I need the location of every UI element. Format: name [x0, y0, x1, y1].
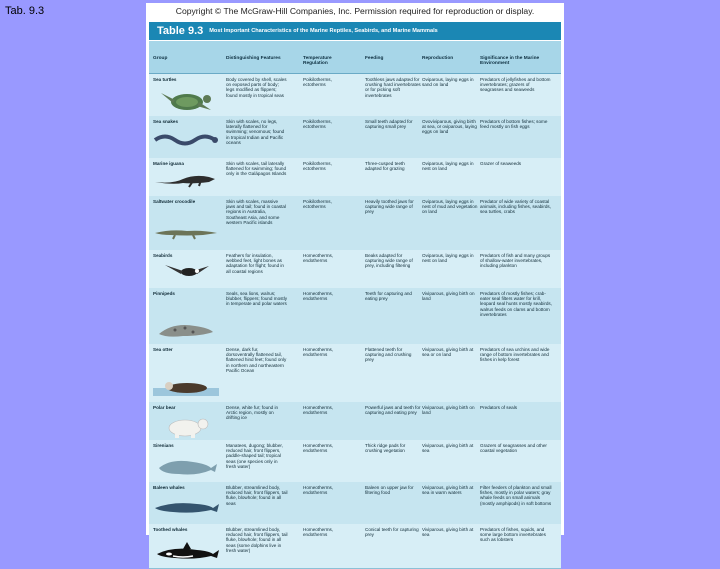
sea-snake-icon	[153, 132, 223, 153]
row-significance: Grazers of seagrasses and other coastal vegetation	[480, 443, 547, 454]
header-group: Group	[153, 56, 168, 61]
row-features: Seals, sea lions, walrus; blubber, flippers; found mostly in temperate and polar waters	[226, 291, 288, 307]
row-temperature: Poikilotherms, ectotherms	[303, 199, 332, 210]
row-features: Manatees, dugong; blubber, reduced hair, front flippers, paddle-shaped tail; tropical seas (one species only in fresh water)	[226, 443, 283, 469]
row-temperature: Homeotherms, endotherms	[303, 527, 334, 538]
row-significance: Predators of fishes, squids, and some large bottom invertebrates such as lobsters	[480, 527, 546, 543]
row-group-name: Marine iguana	[153, 161, 184, 166]
header-temperature: Temperature Regulation	[303, 56, 332, 67]
table-title-bar	[149, 22, 561, 40]
table-header-row	[149, 41, 561, 74]
row-features: Feathers for insulation, webbed feet, light bones as adaptation for flight; found in all coastal regions	[226, 253, 284, 274]
header-reproduction: Reproduction	[422, 56, 454, 61]
row-significance: Predators of jellyfishes and bottom invertebrates; grazers of seagrasses and seaweeds	[480, 77, 551, 93]
row-features: Skin with scales, massive jaws and tail; found in coastal regions in Australia, Southeast Asia, and some western Pacific islands	[226, 199, 287, 225]
row-significance: Filter feeders of plankton and small fishes, mostly in polar waters; gray whale feeds on small animals (mostly amphipods) in soft bottoms	[480, 485, 552, 506]
baleen-whale-icon	[153, 498, 223, 521]
row-reproduction: Ovoviviparous, giving birth at sea, or oviparous, laying eggs on land	[422, 119, 477, 135]
row-reproduction: Oviparous, laying eggs in sand on land	[422, 77, 474, 88]
table-row	[149, 116, 561, 159]
row-significance: Predator of wide variety of coastal animals, including fishes, seabirds, sea turtles, crabs	[480, 199, 551, 215]
slide-label: Tab. 9.3	[5, 5, 45, 17]
row-group-name: Toothed whales	[153, 527, 188, 532]
row-group-name: Sea turtles	[153, 77, 177, 82]
row-significance: Predators of sea urchins and wide range of bottom invertebrates and fishes in kelp forest	[480, 347, 550, 363]
table-row	[149, 482, 561, 525]
row-reproduction: Viviparous, giving birth at sea or on land	[422, 347, 474, 358]
row-feeding: Teeth for capturing and eating prey	[365, 291, 412, 302]
row-group-name: Baleen whales	[153, 485, 185, 490]
row-reproduction: Viviparous, giving birth at sea in warm waters	[422, 485, 474, 496]
manatee-icon	[153, 456, 223, 483]
row-reproduction: Viviparous, giving birth at sea	[422, 443, 474, 454]
table-row	[149, 344, 561, 403]
seal-icon	[153, 318, 223, 345]
row-group-name: Sirenians	[153, 443, 174, 448]
table-row	[149, 196, 561, 251]
seabird-icon	[153, 262, 223, 285]
row-group-name: Sea otter	[153, 347, 173, 352]
row-temperature: Homeotherms, endotherms	[303, 253, 334, 264]
row-reproduction: Oviparous, laying eggs in nest of mud and vegetation on land	[422, 199, 478, 215]
header-features: Distinguishing Features	[226, 56, 281, 61]
row-reproduction: Viviparous, giving birth on land	[422, 291, 475, 302]
header-significance: Significance in the Marine Environment	[480, 56, 540, 67]
row-features: Body covered by shell, scales on exposed parts of body; legs modified as flippers; found mostly in tropical seas	[226, 77, 287, 98]
table-row	[149, 402, 561, 441]
row-group-name: Pinnipeds	[153, 291, 175, 296]
row-group-name: Seabirds	[153, 253, 173, 258]
row-feeding: Heavily toothed jaws for capturing wide range of prey	[365, 199, 414, 215]
row-feeding: Toothless jaws adapted for crushing hard invertebrates or for picking soft invertebrates	[365, 77, 421, 98]
row-feeding: Flattened teeth for capturing and crushing prey	[365, 347, 412, 363]
sea-turtle-icon	[153, 90, 223, 117]
table-row	[149, 288, 561, 345]
row-temperature: Homeotherms, endotherms	[303, 347, 334, 358]
row-temperature: Poikilotherms, ectotherms	[303, 119, 332, 130]
polar-bear-icon	[153, 414, 223, 443]
sea-otter-icon	[153, 376, 223, 401]
table-row	[149, 250, 561, 289]
crocodile-icon	[153, 224, 223, 245]
table-row	[149, 524, 561, 569]
row-temperature: Poikilotherms, ectotherms	[303, 77, 332, 88]
row-reproduction: Oviparous, laying eggs in nest on land	[422, 253, 474, 264]
row-feeding: Powerful jaws and teeth for capturing and eating prey	[365, 405, 421, 416]
row-significance: Grazer of seaweeds	[480, 161, 522, 166]
characteristics-table	[149, 41, 561, 553]
row-feeding: Conical teeth for capturing prey	[365, 527, 419, 538]
row-features: Skin with scales, tail laterally flattened for swimming; found only in the Galápagos Islands	[226, 161, 287, 177]
row-significance: Predators of fish and many groups of shallow-water invertebrates, including plankton	[480, 253, 551, 269]
row-temperature: Homeotherms, endotherms	[303, 485, 334, 496]
row-temperature: Homeotherms, endotherms	[303, 443, 334, 454]
row-feeding: Small teeth adapted for capturing small prey	[365, 119, 413, 130]
table-number: Table 9.3	[157, 25, 204, 37]
row-features: Dense, dark fur, dorsoventrally flattened tail, flattened hind feet; found only in northern and northeastern Pacific Ocean	[226, 347, 287, 373]
table-page	[146, 3, 564, 553]
row-feeding: Baleen on upper jaw for filtering food	[365, 485, 414, 496]
row-group-name: Polar bear	[153, 405, 176, 410]
table-row	[149, 440, 561, 483]
copyright-notice: Copyright © The McGraw-Hill Companies, Inc. Permission required for reproduction or display.	[175, 6, 535, 16]
row-significance: Predators of mostly fishes; crab-eater seal filters water for krill, leopard seal hunts mostly seabirds, walrus feeds on clams and bottom invertebrates	[480, 291, 553, 317]
row-group-name: Sea snakes	[153, 119, 179, 124]
row-features: Blubber, streamlined body, reduced hair, front flippers, tail fluke, blowhole; found in all seas	[226, 485, 288, 506]
row-temperature: Homeotherms, endotherms	[303, 405, 334, 416]
table-title: Most Important Characteristics of the Marine Reptiles, Seabirds, and Marine Mammals	[209, 28, 438, 34]
row-group-name: Saltwater crocodile	[153, 199, 196, 204]
row-features: Skin with scales, no legs, laterally flattened for swimming; venomous; found in tropical Indian and Pacific oceans	[226, 119, 285, 145]
row-features: Dense, white fur; found in Arctic region, mostly on drifting ice	[226, 405, 279, 421]
row-reproduction: Viviparous, giving birth on land	[422, 405, 475, 416]
iguana-icon	[153, 170, 223, 193]
row-feeding: Beaks adapted for capturing wide range of prey, including filtering	[365, 253, 413, 269]
table-row	[149, 74, 561, 117]
row-features: Blubber, streamlined body, reduced hair, front flippers, tail fluke, blowhole; found in all seas (some dolphins live in fresh water)	[226, 527, 288, 553]
row-feeding: Thick ridge pads for crushing vegetation	[365, 443, 406, 454]
row-reproduction: Viviparous, giving birth at sea	[422, 527, 474, 538]
header-feeding: Feeding	[365, 56, 384, 61]
table-row	[149, 158, 561, 197]
orca-icon	[153, 542, 223, 569]
row-temperature: Homeotherms, endotherms	[303, 291, 334, 302]
row-significance: Predators of seals	[480, 405, 518, 410]
row-temperature: Poikilotherms, ectotherms	[303, 161, 332, 172]
row-reproduction: Oviparous, laying eggs in nest on land	[422, 161, 474, 172]
row-feeding: Three-cusped teeth adapted for grazing	[365, 161, 405, 172]
row-significance: Predators of bottom fishes; some feed mostly on fish eggs	[480, 119, 548, 130]
